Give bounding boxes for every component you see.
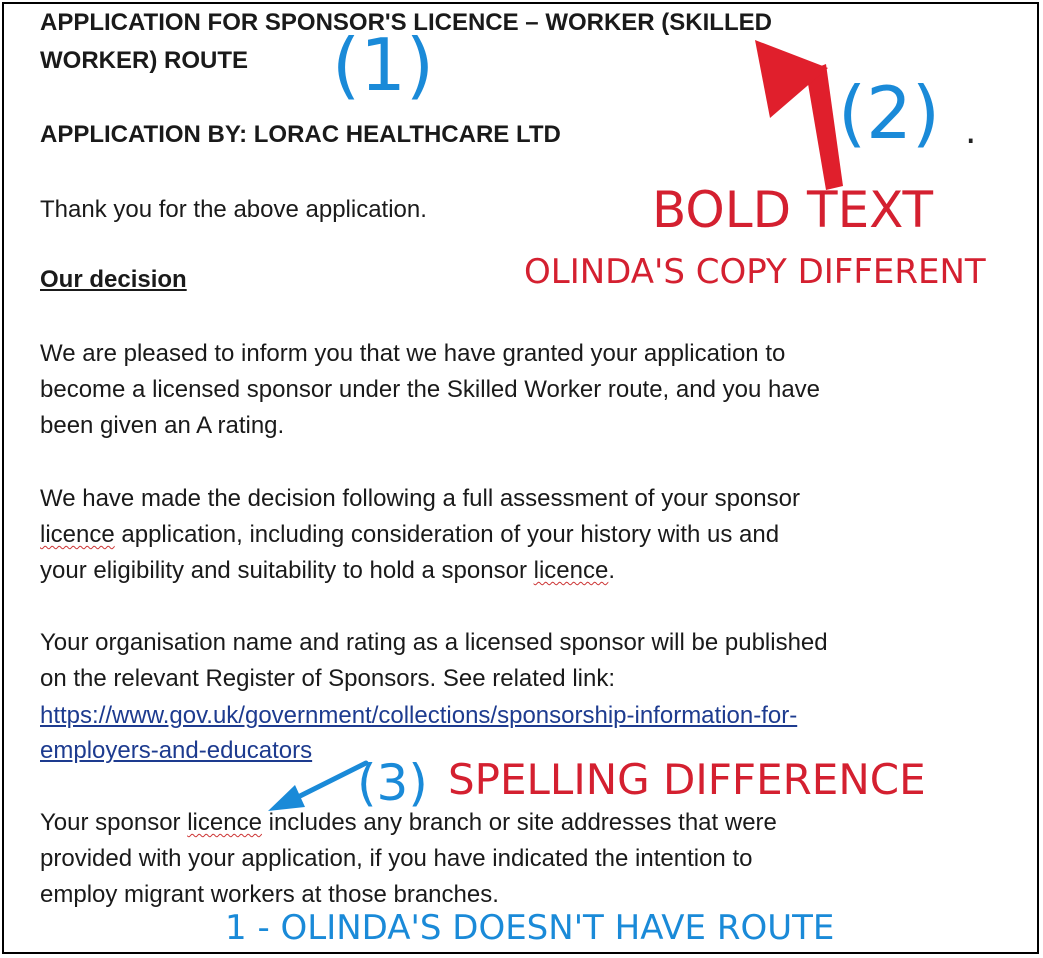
paragraph4-text: includes any branch or site addresses that were (261, 809, 777, 836)
paragraph2-text: . (608, 557, 615, 584)
letter-heading-line2: WORKER) ROUTE (40, 47, 248, 74)
paragraph4-line: employ migrant workers at those branches. (40, 881, 499, 908)
spelling-flag-word: licence (533, 557, 609, 584)
register-link[interactable]: employers-and-educators (40, 737, 313, 764)
application-by: APPLICATION BY: LORAC HEALTHCARE LTD (40, 121, 561, 148)
paragraph2-text: your eligibility and suitability to hold a sponsor (40, 557, 534, 584)
paragraph1-line: been given an A rating. (40, 412, 285, 439)
thanks-line: Thank you for the above application. (40, 196, 427, 223)
spelling-flag-word: licence (40, 521, 115, 548)
paragraph1-line: We are pleased to inform you that we have granted your application to (40, 340, 786, 367)
spelling-flag-word: licence (187, 809, 262, 836)
letter-heading-line1: APPLICATION FOR SPONSOR'S LICENCE – WORKER (SKILLED (40, 9, 772, 36)
red-arrow-icon (755, 40, 843, 190)
annotation-dot: . (965, 111, 977, 152)
paragraph4-text: Your sponsor (40, 809, 188, 836)
paragraph3-line: on the relevant Register of Sponsors. See related link: (40, 665, 615, 692)
spelling-difference-label: SPELLING DIFFERENCE (448, 755, 926, 804)
annotation-marker-3: (3) (357, 754, 428, 812)
blue-arrow-icon (268, 763, 366, 811)
paragraph2-text: application, including consideration of your history with us and (114, 521, 780, 548)
paragraph1-line: become a licensed sponsor under the Skilled Worker route, and you have (40, 376, 821, 403)
paragraph2-line: We have made the decision following a full assessment of your sponsor (40, 485, 800, 512)
annotation-marker-2: (2) (838, 71, 940, 155)
footer-note: 1 - OLINDA'S DOESN'T HAVE ROUTE (225, 908, 835, 948)
olinda-copy-label: OLINDA'S COPY DIFFERENT (524, 252, 986, 292)
paragraph4-line: provided with your application, if you have indicated the intention to (40, 845, 753, 872)
decision-heading: Our decision (40, 266, 187, 293)
annotation-marker-1: (1) (332, 23, 434, 107)
bold-text-label: BOLD TEXT (652, 181, 934, 239)
register-link[interactable]: https://www.gov.uk/government/collections/sponsorship-information-for- (40, 702, 798, 729)
paragraph3-line: Your organisation name and rating as a licensed sponsor will be published (40, 629, 828, 656)
